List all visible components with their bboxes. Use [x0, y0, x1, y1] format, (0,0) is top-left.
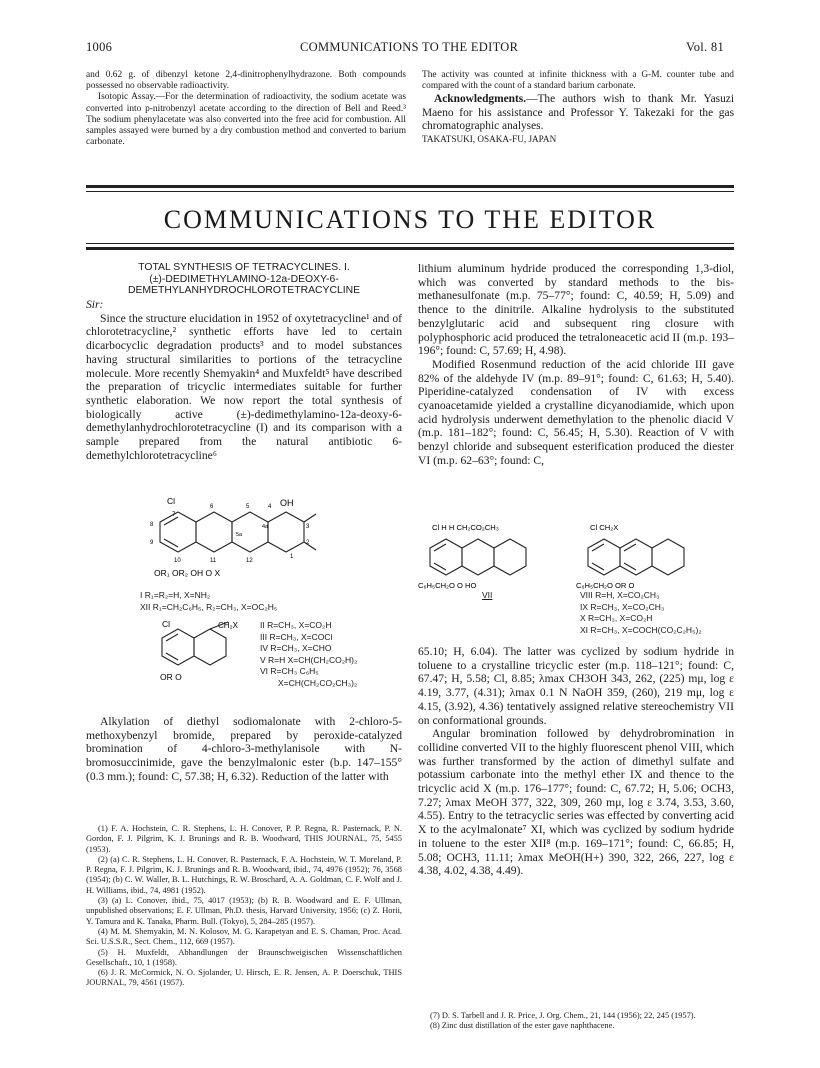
article-title-line-1: TOTAL SYNTHESIS OF TETRACYCLINES. I. [138, 262, 350, 273]
salutation: Sir: [86, 298, 104, 311]
footnotes-right [418, 1011, 734, 1032]
prev-right-para: The activity was counted at infinite thickness with a G-M. counter tube and compared with the count of a standard barium carbonate. [422, 70, 734, 92]
s1-pos-6: 6 [210, 504, 214, 510]
left-column-continuation [86, 715, 402, 784]
structure-vii-diagram [418, 518, 568, 598]
bromination-paragraph: Angular bromination followed by dehydrobromination in collidine converted VII to the highly fluorescent phenol VIII, which was further transformed by the action of dimethyl sulfate and potassium carbonate into the methyl ether IX and thence to the tricyclic acid X (m.p. 176–177°; found: C, 67.72; H, 5.06; OCH3, 7.27; λmax MeOH 377, 322, 309, 260 mμ, log ε 3.74, 3.53, 3.60, 4.55). Entry to the tetracyclic series was effected by converting acid X to the acylmalonate⁷ XI, which was cyclized by sodium hydride in toluene to the ester XII⁸ (m.p. 169–171°; found: C, 66.85; H, 5.08; OCH3, 11.11; λmax MeOH(H+) 390, 322, 266, 227, log ε 4.38, 4.02, 4.38, 4.49). [418, 727, 734, 878]
s4-top-label: Cl CH₂X [590, 523, 619, 532]
s4-legend-2: IX R=CH₃, X=CO₂CH₃ [580, 601, 665, 612]
s1-pos-7: 7 [172, 512, 176, 518]
footnote-2: (2) (a) C. R. Stephens, L. H. Conover, R. Pasternack, F. A. Hochstein, W. T. Moreland, P. P. Regna, F. J. Pilgrim, K. J. Brunings and R. B. Woodward, ibid., 74, 4976 (1952); 76, 3568 (1954); (b) C. W. Waller, B. L. Hutchings, R. W. Broschard, A. A. Goldman, C. F. Wolf and J. H. Williams, ibid., 74, 4981 (1952). [86, 854, 402, 895]
rosenmund-paragraph: Modified Rosenmund reduction of the acid chloride III gave 82% of the aldehyde IV (m.p. 89–91°; found: C, 61.63; H, 5.40). Piperidine-catalyzed condensation of IV with excess cyanoacetamide yielded a crystalline dicyanodiamide, which upon acid hydrolysis underwent demethylation to the phenolic diacid V (m.p. 181–182°; found: C, 56.45; H, 5.30). Reaction of V with benzyl chloride and subsequent esterification produced the diester VI (m.p. 62–63°; found: C, [418, 357, 734, 467]
ack-text: —The authors wish to thank Mr. Yasuzi Maeno for his assistance and Professor Y. Takezaki for the gas chromatographic analyses. [422, 93, 734, 133]
footnote-7: (7) D. S. Tarbell and J. R. Price, J. Org. Chem., 21, 144 (1956); 22, 245 (1957). [430, 1011, 696, 1020]
s3-top-label: Cl H H CH₂CO₂CH₃ [432, 523, 499, 532]
intro-paragraph: Since the structure elucidation in 1952 of oxytetracycline¹ and of chlorotetracycline,² synthetic efforts have led to certain dicarbocyclic degradation products³ and to model substances having structural similarities to portions of the tetracycline molecule. More recently Shemyakin⁴ and Muxfeldt⁵ have described the preparation of tricyclic intermediates suitable for further synthetic elaboration. We now report the total synthesis of biologically active (±)-dedimethylamino-12a-deoxy-6-demethylanhydrochlorotetracycline (I) and its comparison with a sample prepared from the natural antibiotic 6-demethylchlorotetracycline⁶ [86, 311, 402, 462]
s1-pos-3: 3 [306, 524, 310, 530]
s4-legend-3: X R=CH₃, X=CO₂H [580, 613, 653, 624]
s2-legend-2: III R=CH₃, X=COCl [260, 631, 333, 642]
prev-article-right [422, 70, 734, 145]
s1-pos-9: 9 [150, 540, 154, 546]
s1-pos-4a: 4a [262, 524, 269, 530]
divider-bottom-thin [86, 243, 734, 244]
divider-top-thick [86, 185, 734, 188]
divider-top-thin [86, 191, 734, 192]
s1-pos-5: 5 [246, 504, 250, 510]
s1-pos-5a: 5a [236, 532, 243, 538]
structure-ii-vi-diagram [148, 618, 258, 688]
s2-bottom-label: OR O [160, 672, 182, 682]
s2-legend-1: II R=CH₃, X=CO₂H [260, 620, 332, 630]
footnote-1: (1) F. A. Hochstein, C. R. Stephens, L. H. Conover, P. P. Regna, R. Pasternack, P. N. Gordon, F. J. Pilgrim, K. J. Brunings and R. B. Woodward, THIS JOURNAL, 75, 5455 (1953). [86, 824, 402, 854]
article-title [86, 262, 402, 297]
s2-ch2x-label: CH₂X [218, 621, 238, 630]
s2-legend-4: V R=H X=CH(CH₂CO₂H)₂ [260, 654, 358, 665]
s4-legend-4: XI R=CH₃, X=COCH(CO₂C₂H₅)₂ [580, 624, 702, 635]
alkylation-paragraph: Alkylation of diethyl sodiomalonate with 2-chloro-5-methoxybenzyl bromide, prepared by peroxide-catalyzed bromination of 4-chloro-3-methylanisole with N-bromosuccinimide, gave the benzylmalonic ester (b.p. 147–155° (0.3 mm.); found: C, 57.38; H, 6.32). Reduction of the latter with [86, 715, 402, 783]
s1-pos-11: 11 [210, 558, 217, 564]
running-title: COMMUNICATIONS TO THE EDITOR [300, 40, 519, 54]
divider-bottom-thick [86, 247, 734, 250]
s3-number: VII [482, 590, 493, 600]
s3-bottom-label: C₆H₅CH₂O O HO [418, 581, 477, 590]
page-number: 1006 [86, 40, 113, 54]
reduction-paragraph: lithium aluminum hydride produced the corresponding 1,3-diol, which was converted by standard methods to the bis-methanesulfonate (m.p. 75–77°; found: C, 40.59; H, 5.09) and thence to the dinitrile. Alkaline hydrolysis to the substituted benzylglutaric acid and subsequent ring closure with polyphosphoric acid produced the tetraloneacetic acid II (m.p. 193–196°; found: C, 57.69; H, 4.98). [418, 262, 734, 358]
article-title-line-2: (±)-DEDIMETHYLAMINO-12a-DEOXY-6- [149, 273, 339, 285]
footnotes-left [86, 824, 402, 989]
prev-left-para-1: and 0.62 g. of dibenzyl ketone 2,4-dinitrophenylhydrazone. Both compounds possessed no observable radioactivity. [86, 70, 406, 92]
footnote-5: (5) H. Muxfeldt, Abhandlungen der Braunschweigischen Wissenschaftlichen Gesellschaft., 10, 1 (1958). [86, 947, 402, 967]
s1-pos-4: 4 [268, 504, 272, 510]
ack-heading: Acknowledgments. [434, 93, 527, 106]
s1-pos-10: 10 [174, 558, 181, 564]
s1-pos-8: 8 [150, 522, 154, 528]
s1-oh-label: OH [280, 498, 294, 508]
s4-bottom-label: C₆H₅CH₂O OR O [576, 581, 635, 590]
left-column-intro [86, 298, 402, 462]
s2-legend-5: VI R=CH₃ C₆H₅ [260, 666, 319, 677]
footnote-6: (6) J. R. McCormick, N. O. Sjolander, U. Hirsch, E. R. Jensen, A. P. Doerschuk, THIS JOURNAL, 79, 4561 (1957). [86, 968, 402, 988]
structure-viii-xi-diagram [576, 518, 736, 598]
article-title-line-3: DEMETHYLANHYDROCHLOROTETRACYCLINE [127, 285, 361, 297]
s2-legend-3: IV R=CH₃, X=CHO [260, 643, 332, 654]
s1-legend-2: XII R₁=CH₂C₆H₅, R₂=CH₃, X=OC₂H₅ [140, 602, 278, 612]
prev-article-left [86, 70, 406, 148]
s1-cl-label: Cl [167, 496, 176, 506]
s4-legend-1: VIII R=H, X=CO₂CH₃ [580, 590, 660, 600]
structure-i-diagram [140, 492, 340, 582]
prev-left-para-2: Isotopic Assay.—For the determination of radioactivity, the sodium acetate was converted into p-nitrobenzyl acetate according to the direction of Bell and Reed.³ The sodium phenylacetate was also converted into the free acid for combustion. All samples assayed were burned by a dry combustion method and converted to barium carbonate. [86, 92, 406, 148]
footnote-3: (3) (a) L. Conover, ibid., 75, 4017 (1953); (b) R. B. Woodward and E. F. Ullman, unpublished observations; E. F. Ullman, Ph.D. thesis, Harvard University, 1956; (c) Z. Horii, Y. Tamura and K. Tanaka, Pharm. Bull. (Tokyo), 5, 284–285 (1957). [86, 896, 402, 926]
right-column-continuation [418, 645, 734, 878]
acknowledgments [422, 93, 734, 133]
volume-label: Vol. 81 [686, 40, 724, 54]
s1-pos-12: 12 [246, 558, 253, 564]
s1-pos-1: 1 [290, 554, 294, 560]
s1-pos-2: 2 [306, 540, 310, 546]
s1-bottom-substituents: OR₁ OR₂ OH O X [154, 568, 221, 578]
affiliation: TAKATSUKI, OSAKA-FU, JAPAN [422, 133, 557, 144]
s2-legend-6: X=CH(CH₂CO₂CH₃)₂ [278, 677, 358, 688]
right-column-top [418, 262, 734, 468]
cyclization-paragraph: 65.10; H, 6.04). The latter was cyclized by sodium hydride in toluene to a crystalline tricyclic ester (m.p. 118–121°; found: C, 67.47; H, 5.58; Cl, 8.85; λmax CH3OH 343, 262, (225) mμ, log ε 4.19, 3.77, (4.31); λmax 0.1 N NaOH 359, (260), 219 mμ, log ε 4.15, (3.92), 4.36) tentatively assigned relative stereochemistry VII on conformational grounds. [418, 645, 734, 727]
s2-cl-label: Cl [162, 619, 171, 629]
s2-legend [260, 620, 357, 690]
s1-legend-1: I R₁=R₂=H, X=NH₂ [140, 590, 211, 600]
section-title: COMMUNICATIONS TO THE EDITOR [163, 205, 657, 234]
s4-legend [580, 590, 702, 636]
footnote-8: (8) Zinc dust distillation of the ester gave naphthacene. [430, 1021, 615, 1031]
footnote-4: (4) M. M. Shemyakin, M. N. Kolosov, M. G. Karapetyan and E. S. Chaman, Proc. Acad. Sci. U.S.S.R., Sect. Chem., 112, 669 (1957). [86, 926, 402, 947]
